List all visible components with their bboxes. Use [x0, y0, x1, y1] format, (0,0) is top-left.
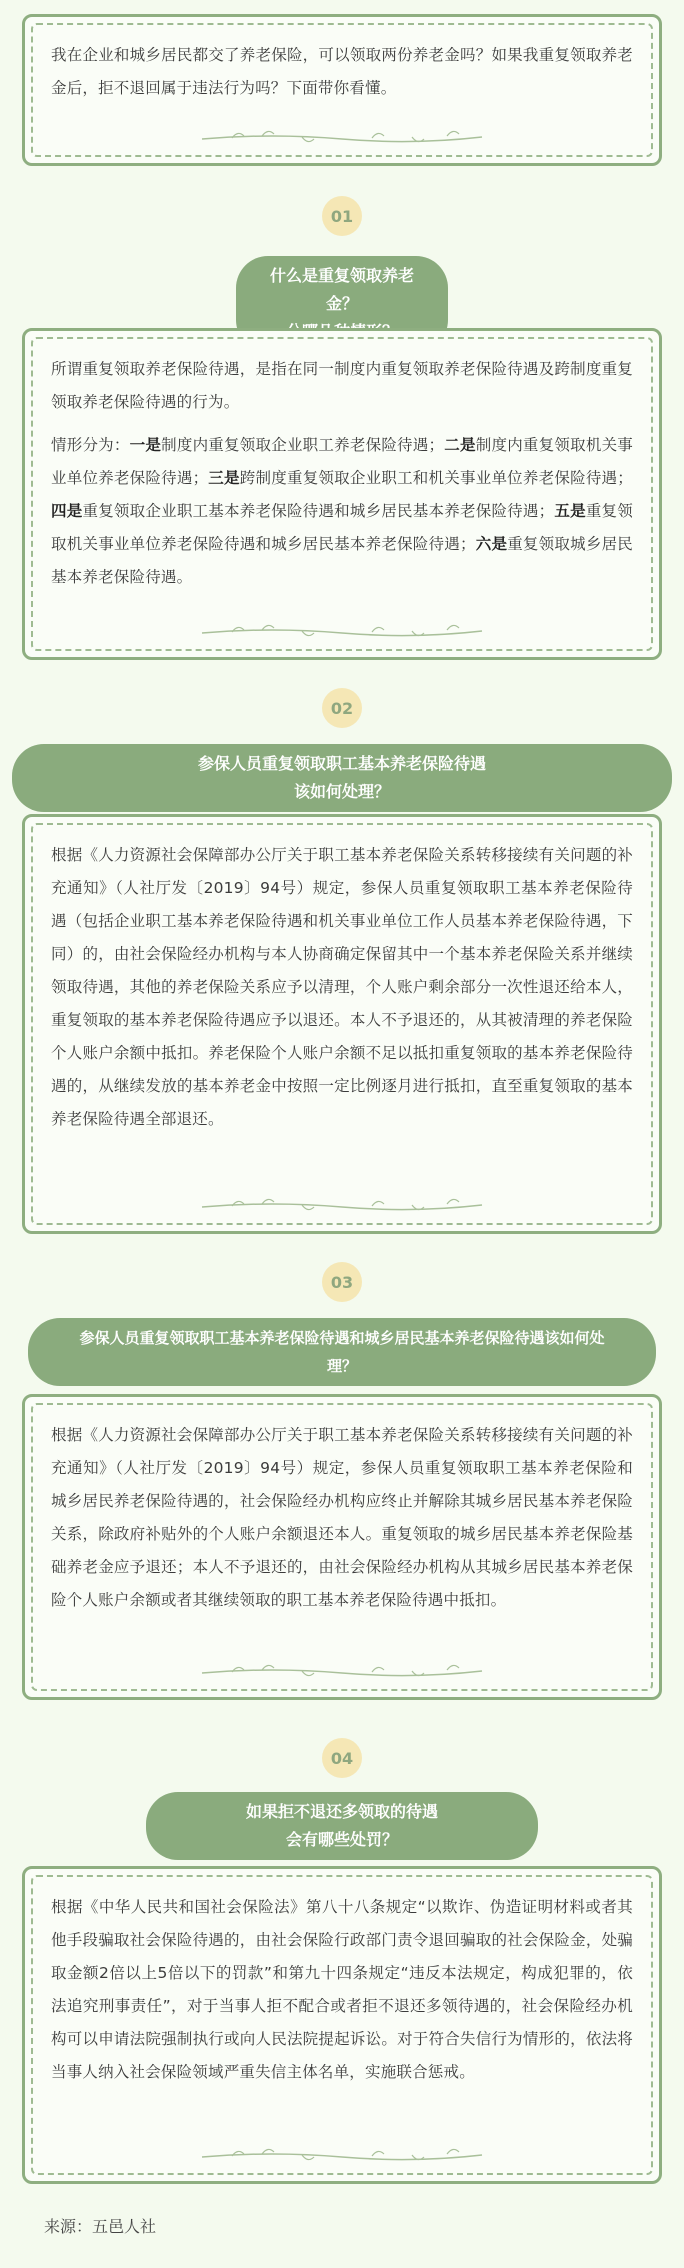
section-card	[22, 814, 662, 1234]
section-paragraph: 所谓重复领取养老保险待遇，是指在同一制度内重复领取养老保险待遇及跨制度重复领取养老保险待遇的行为。	[51, 360, 633, 411]
situation-text: 跨制度重复领取企业职工和机关事业单位养老保险待遇；	[239, 469, 633, 487]
vine-divider-icon	[192, 619, 492, 643]
section-title	[12, 744, 672, 812]
section-title-line: 参保人员重复领取职工基本养老保险待遇和城乡居民基本养老保险待遇该如何处	[79, 1329, 605, 1347]
section-card-inner	[31, 823, 653, 1225]
section-paragraph: 根据《中华人民共和国社会保险法》第八十八条规定“以欺诈、伪造证明材料或者其他手段骗取社会保险待遇的，由社会保险行政部门责令退回骗取的社会保险金，处骗取金额2倍以上5倍以下的罚款”和第九十四条规定“违反本法规定，构成犯罪的，依法追究刑事责任”，对于当事人拒不配合或者拒不退还多领待遇的，社会保险经办机构可以申请法院强制执行或向人民法院提起诉讼。对于符合失信行为情形的，依法将当事人纳入社会保险领域严重失信主体名单，实施联合惩戒。	[51, 1898, 633, 2081]
section-title-line: 什么是重复领取养老金？	[269, 266, 414, 313]
situation-label: 二是	[444, 436, 476, 454]
section-title-line: 参保人员重复领取职工基本养老保险待遇	[197, 754, 486, 773]
situation-text: 制度内重复领取企业职工养老保险待遇；	[161, 436, 445, 454]
intro-card-inner	[31, 23, 653, 157]
intro-text: 我在企业和城乡居民都交了养老保险，可以领取两份养老金吗？如果我重复领取养老金后，拒不退回属于违法行为吗？下面带你看懂。	[51, 46, 633, 97]
section-paragraph: 根据《人力资源社会保障部办公厅关于职工基本养老保险关系转移接续有关问题的补充通知》（人社厅发〔2019〕94号）规定，参保人员重复领取职工基本养老保险待遇（包括企业职工基本养老保险待遇和机关事业单位工作人员基本养老保险待遇，下同）的，由社会保险经办机构与本人协商确定保留其中一个基本养老保险关系并继续领取待遇，其他的养老保险关系应予以清理，个人账户剩余部分一次性退还给本人，重复领取的基本养老保险待遇应予以退还。本人不予退还的，从其被清理的养老保险个人账户余额中抵扣。养老保险个人账户余额不足以抵扣重复领取的基本养老保险待遇的，从继续发放的基本养老金中按照一定比例逐月进行抵扣，直至重复领取的基本养老保险待遇全部退还。	[51, 846, 633, 1128]
situation-text: 重复领取城乡居民基本养老保险待遇。	[51, 535, 633, 586]
section-title-line: 如果拒不退还多领取的待遇	[245, 1802, 438, 1821]
situation-label: 五是	[554, 502, 586, 520]
section-number-badge: 04	[322, 1738, 362, 1778]
situations-prefix: 情形分为：	[51, 436, 130, 454]
vine-divider-icon	[192, 2143, 492, 2167]
vine-divider-icon	[192, 1659, 492, 1683]
situation-label: 六是	[475, 535, 508, 553]
section-title-line: 该如何处理？	[293, 782, 390, 801]
vine-divider-icon	[192, 1193, 492, 1217]
section-card-inner	[31, 337, 653, 651]
section-title	[28, 1318, 656, 1386]
section-number-badge: 02	[322, 688, 362, 728]
section-card-inner	[31, 1403, 653, 1691]
source-credit: 来源：五邑人社	[44, 2217, 157, 2236]
section-paragraph: 根据《人力资源社会保障部办公厅关于职工基本养老保险关系转移接续有关问题的补充通知》（人社厅发〔2019〕94号）规定，参保人员重复领取职工基本养老保险和城乡居民养老保险待遇的，社会保险经办机构应终止并解除其城乡居民基本养老保险关系，除政府补贴外的个人账户余额退还本人。重复领取的城乡居民基本养老保险基础养老金应予退还；本人不予退还的，由社会保险经办机构从其城乡居民基本养老保险个人账户余额或者其继续领取的职工基本养老保险待遇中抵扣。	[51, 1426, 633, 1609]
section-number-badge: 01	[322, 196, 362, 236]
section-title-line: 理？	[326, 1357, 357, 1375]
section-card	[22, 328, 662, 660]
situations-paragraph	[51, 429, 633, 594]
section-card	[22, 1866, 662, 2184]
section-number-badge: 03	[322, 1262, 362, 1302]
situation-label: 四是	[51, 502, 83, 520]
situation-label: 三是	[208, 469, 240, 487]
intro-card	[22, 14, 662, 166]
situation-text: 重复领取企业职工基本养老保险待遇和城乡居民基本养老保险待遇；	[82, 502, 555, 520]
situation-text: 制度内重复领取机关事业单位养老保险待遇；	[51, 436, 633, 487]
section-card	[22, 1394, 662, 1700]
section-title-line: 会有哪些处罚？	[285, 1830, 398, 1849]
section-title	[146, 1792, 538, 1860]
situation-label: 一是	[129, 436, 162, 454]
vine-divider-icon	[192, 125, 492, 149]
section-card-inner	[31, 1875, 653, 2175]
situation-text: 重复领取机关事业单位养老保险待遇和城乡居民基本养老保险待遇；	[51, 502, 633, 553]
